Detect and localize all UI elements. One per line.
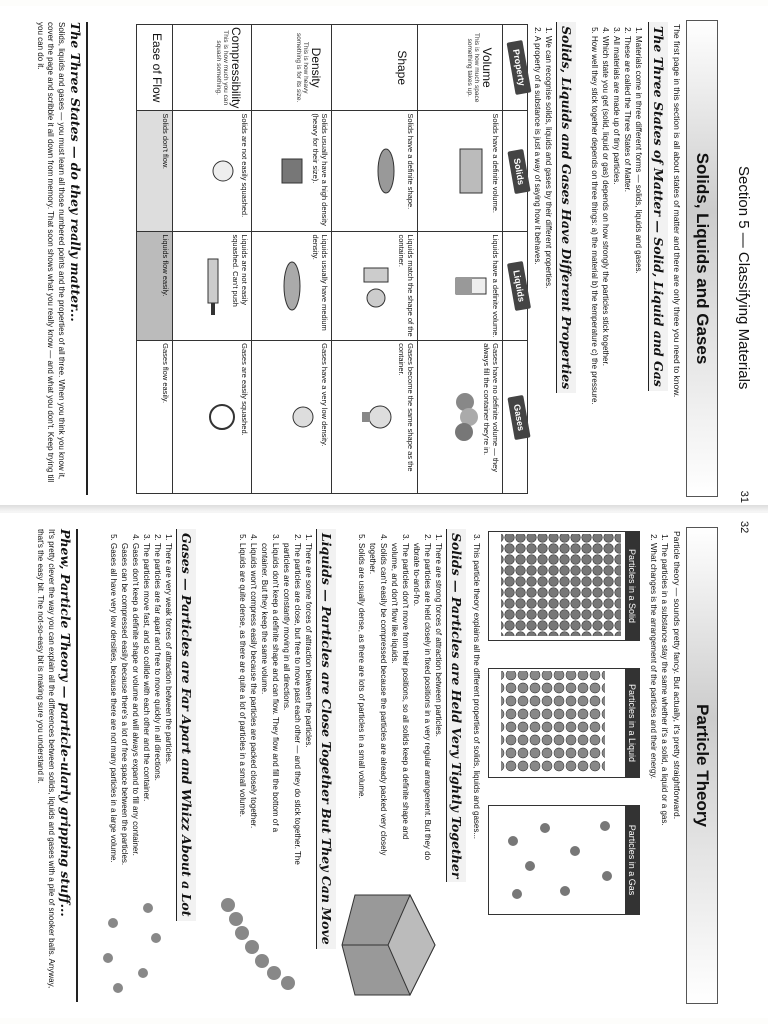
list-item: 4. Liquids won't compress easily because the particles are packed closely together. (248, 543, 259, 868)
table-header (503, 232, 528, 341)
footer-text: It's pretty clever the way you can explain all the differences between solids, liquids and gases with a pile of snooker balls. Anyway, that's the easy bit. The not-so-easy bit is making sure you understand it. (36, 529, 56, 989)
balloons-illustration (445, 382, 479, 452)
list-item: 4. Solids can't easily be compressed because the particles are already packed very closely together. (367, 543, 389, 868)
section-heading: Solids — Particles are Held Very Tightly Together (446, 529, 466, 882)
section-heading: Liquids — Particles are Close Together But They Can Move (316, 529, 336, 949)
propeller-illustration (369, 141, 403, 201)
cell-text: Liquids usually have medium density. (311, 234, 330, 331)
page-title: Solids, Liquids and Gases (686, 20, 718, 497)
cell-text: Solids are not easily squashed. (240, 113, 250, 218)
list-item: 2. These are called the Three States of Matter. (622, 36, 633, 495)
states-points (589, 22, 644, 495)
properties-table (136, 24, 528, 494)
table-row (417, 25, 502, 494)
pump-illustration (207, 387, 237, 447)
property-name: Ease of Flow (149, 32, 164, 103)
table-cell (137, 341, 173, 494)
cell-text: Liquids flow easily. (160, 234, 170, 297)
header-label: Solids (507, 149, 530, 194)
page-number: 31 (738, 490, 750, 503)
section-header: Section 5 — Classifying Materials (735, 166, 752, 390)
table-cell (172, 111, 252, 232)
list-item: 1. Materials come in three different forms — solids, liquids and gases. (633, 36, 644, 495)
list-item: 2. The particles are far apart and free to move quickly in all directions. (152, 543, 163, 868)
property-note: This is how heavy something is for its size. (295, 33, 310, 103)
brick-illustration (454, 141, 488, 201)
table-row (332, 25, 417, 494)
list-item: 5. Gases all have very low densities, because there are not many particles in a large volume. (108, 543, 119, 868)
page-number: 32 (738, 521, 750, 534)
liquid-particles-diagram (497, 669, 625, 775)
table-header (503, 25, 528, 111)
bulb-illustration (360, 387, 394, 447)
list-item: 5. Solids are usually dense, as there are lots of particles in a small volume. (356, 543, 367, 868)
cylinder-illustration (454, 256, 488, 316)
list-item: 5. How well they stick together depends on three things: a) the material b) the temperature c) the pressure. (589, 36, 600, 495)
property-cell (417, 25, 502, 111)
footer-text: Solids, liquids and gases — you must learn all those numbered points and the properties of all three. When you think you know it, cover the page and scribble it all down from memory. That soon shows what you really know — and what you don't. Keep trying till you can do it. (36, 22, 66, 483)
cell-text: Solids don't flow. (160, 113, 170, 169)
property-name: Volume (480, 47, 494, 88)
gas-particles-diagram (497, 806, 625, 912)
gas-particles-illustration (88, 893, 168, 1003)
property-cell (137, 25, 173, 111)
list-item: 5. Liquids are quite dense, as there are quite a lot of particles in a small volume. (237, 543, 248, 868)
lamp-illustration (287, 387, 317, 447)
list-item: 4. Gases don't keep a definite shape or volume and will always expand to fill any container. Gases can be compressed easily because there's a lot of free space between the particles. (119, 543, 141, 868)
list-item: 3. The particles don't move from their positions, so all solids keep a definite shape and volume, and don't flow like liquids. (389, 543, 411, 868)
property-cell (252, 25, 332, 111)
solids-points (356, 529, 444, 868)
cell-text: Liquids match the shape of the container. (396, 234, 415, 337)
table-header (503, 111, 528, 232)
box-label: Particles in a Liquid (625, 669, 639, 777)
table-cell (332, 232, 417, 341)
list-item: 2. The particles are close, but free to move past each other — and they do stick together. The particles are constantly moving in all directions. (281, 543, 303, 868)
intro-points (648, 529, 670, 1002)
table-row (137, 25, 173, 494)
water-illustration (278, 256, 308, 316)
table-cell (137, 111, 173, 232)
header-label: Gases (507, 395, 530, 440)
list-item: 3. Liquids don't keep a definite shape and can flow. They flow and fill the bottom of a container. But they keep the same volume. (259, 543, 281, 868)
cell-text: Solids have a definite shape. (405, 113, 415, 210)
cell-text: Gases become the same shape as the container. (396, 343, 415, 472)
table-cell (137, 232, 173, 341)
cell-text: Gases have no definite volume — they always fill the container they're in. (482, 343, 500, 472)
property-name: Density (309, 47, 324, 88)
page-32 (0, 513, 768, 1018)
gases-points (108, 529, 174, 868)
section-heading: Solids, Liquids and Gases Have Different Properties (556, 22, 576, 393)
list-item: 2. What changes is the arrangement of the particles and their energy. (648, 543, 659, 1002)
property-note: This is how much space something takes up. (466, 32, 480, 103)
table-cell (332, 341, 417, 494)
syringe-illustration (198, 251, 228, 321)
table-row (252, 25, 332, 494)
page-31 (0, 6, 768, 511)
list-item: 1. There are very weak forces of attraction between the particles. (163, 543, 174, 868)
table-cell (252, 341, 332, 494)
liquids-points (237, 529, 314, 868)
table-cell (252, 111, 332, 232)
table-cell (417, 232, 502, 341)
property-name: Compressibility (229, 27, 244, 109)
cartoon-illustration (207, 141, 237, 201)
list-item: 3. The particles move fast, and so collide with each other and the container. (141, 543, 152, 868)
list-item: 1. There are some forces of attraction between the particles. (303, 543, 314, 868)
cell-text: Solids usually have a high density (heavy for their size). (311, 113, 330, 226)
property-points (532, 22, 554, 495)
header-label: Liquids (507, 261, 531, 311)
box-label: Particles in a Solid (625, 532, 639, 640)
weight-illustration (278, 141, 308, 201)
cell-text: Liquids have a definite volume. (491, 234, 500, 338)
table-header (503, 341, 528, 494)
list-item: 1. We can recognise solids, liquids and gases by their different properties. (543, 36, 554, 495)
table-cell (417, 341, 502, 494)
cell-text: Solids have a definite volume. (491, 113, 500, 214)
particles-gas-box (488, 805, 640, 915)
footer-heading: Phew, Particle Theory — particle-ularly gripping stuff... (58, 529, 78, 1002)
table-row (172, 25, 252, 494)
table-cell (417, 111, 502, 232)
glasses-illustration (360, 256, 394, 316)
list-item: 3. All materials are made up of tiny particles. (611, 36, 622, 495)
list-item: 1. The particles in a substance stay the same whether it's a solid, a liquid or a gas. (659, 543, 670, 1002)
property-note: This is how much you can squash something. (215, 30, 230, 106)
table-cell (172, 232, 252, 341)
cell-text: Liquids are not easily squashed. Can't push (231, 234, 250, 307)
box-label: Particles in a Gas (625, 806, 639, 914)
cell-text: Gases flow easily. (160, 343, 170, 404)
list-item: 2. A property of a substance is just a way of saying how it behaves. (532, 36, 543, 495)
property-cell (172, 25, 252, 111)
intro-text: The first page in this section is all about states of matter and there are only three you need to know. (672, 24, 682, 398)
liquid-particles-illustration (208, 885, 308, 1005)
footer-heading: The Three States — do they really matter... (68, 22, 88, 495)
list-item: 4. Which state you get (solid, liquid or gas) depends on how strongly the particles stick together. (600, 36, 611, 495)
table-cell (252, 232, 332, 341)
table-header-row (503, 25, 528, 494)
list-item: 1. There are strong forces of attraction between particles. (433, 543, 444, 868)
solid-particles-diagram (497, 532, 625, 638)
property-cell (332, 25, 417, 111)
property-name: Shape (394, 50, 409, 86)
cell-text: Gases are easily squashed. (240, 343, 250, 436)
header-label: Property (507, 40, 532, 95)
particles-solid-box (488, 531, 640, 641)
table-cell (332, 111, 417, 232)
list-item: 2. The particles are held closely in fixed positions in a very regular arrangement. But they do vibrate to-and-fro. (411, 543, 433, 868)
solid-cube-illustration (340, 885, 450, 1005)
intro-text: Particle theory — sounds pretty fancy. But actually, it's pretty straightforward. (672, 531, 682, 820)
explain-point (471, 529, 482, 1002)
table-cell (172, 341, 252, 494)
particles-liquid-box (488, 668, 640, 778)
list-item: 3. This particle theory explains all the different properties of solids, liquids and gases... (471, 543, 482, 1002)
section-heading: Gases — Particles are Far Apart and Whizz About a Lot (176, 529, 196, 921)
section-heading: The Three States of Matter — Solid, Liquid and Gas (648, 22, 668, 391)
cell-text: Gases have a very low density. (320, 343, 330, 447)
page-title: Particle Theory (686, 527, 718, 1004)
